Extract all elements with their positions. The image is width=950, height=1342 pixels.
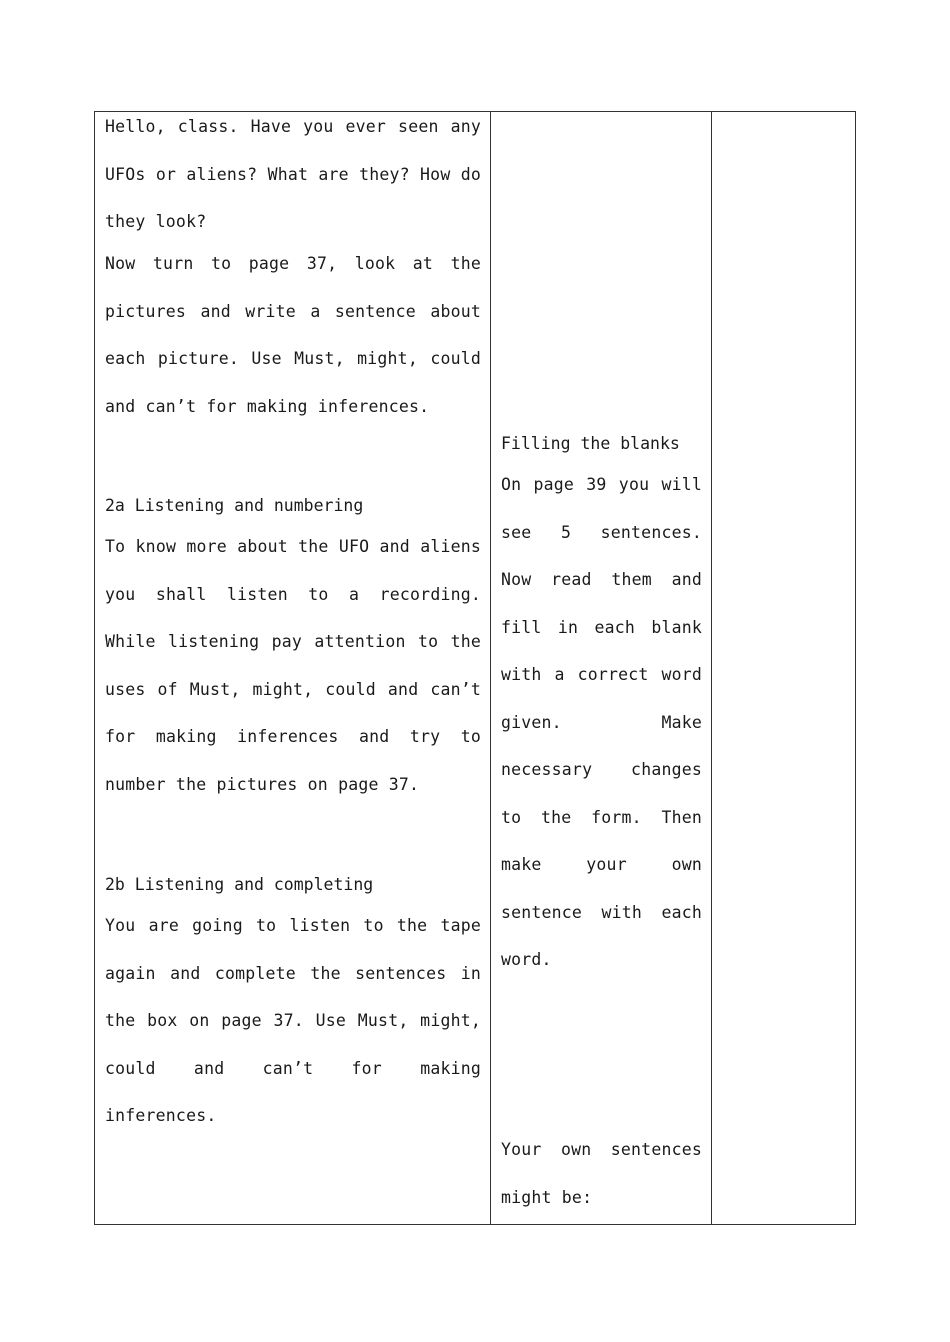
- section-2a-paragraph: To know more about the UFO and aliens you shall listen to a recording. While listening pay attention to the uses of Must, might, could and can’t for making inferences and try to number the pictures on page 37.: [105, 537, 481, 794]
- section-2b-paragraph: You are going to listen to the tape again and complete the sentences in the box on page 37. Use Must, might, could and can’t for making inferences.: [105, 916, 481, 1125]
- column-divider: [490, 112, 491, 1224]
- section-2a-title: 2a Listening and numbering: [105, 496, 364, 515]
- section-2b-title: 2b Listening and completing: [105, 875, 374, 894]
- teacher-activity-column: [105, 112, 481, 1224]
- filling-blanks-paragraph: On page 39 you will see 5 sentences. Now read them and fill in each blank with a correct word given. Make necessary changes to the form. Then make your own sentence with each word.: [501, 475, 702, 969]
- turn-page-paragraph: Now turn to page 37, look at the pictures and write a sentence about each picture. Use Must, might, could and can’t for making inferences.: [105, 254, 481, 416]
- intro-paragraph: Hello, class. Have you ever seen any UFOs or aliens? What are they? How do they look?: [105, 117, 481, 231]
- lesson-table: [94, 111, 856, 1225]
- notes-column: [712, 112, 856, 1224]
- own-sentences-paragraph: Your own sentences might be:: [501, 1140, 702, 1207]
- filling-blanks-title: Filling the blanks: [501, 434, 680, 453]
- student-activity-column: [501, 112, 702, 1224]
